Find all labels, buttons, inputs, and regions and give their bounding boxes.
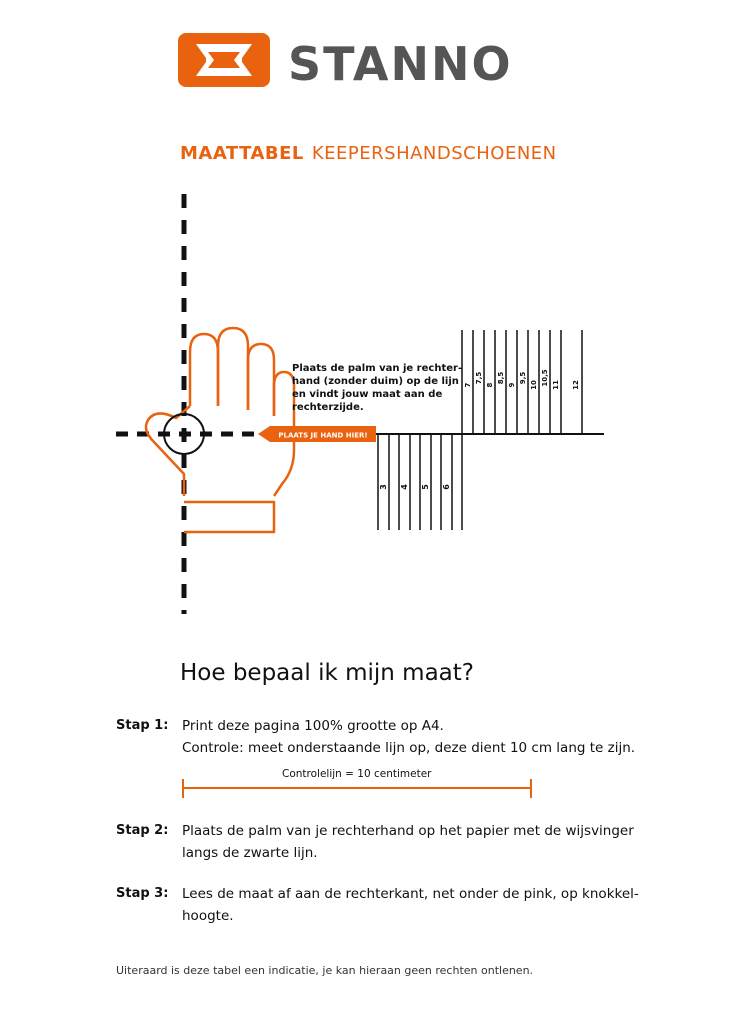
stanno-logo	[176, 30, 566, 92]
size-label-8: 8	[486, 382, 494, 388]
step-3-line-2: hoogte.	[182, 908, 234, 924]
step-1-line-2: Controle: meet onderstaande lijn op, deze dient 10 cm lang te zijn.	[182, 740, 636, 756]
size-label-4: 4	[400, 484, 409, 490]
size-label-7: 7	[464, 382, 472, 388]
size-label-6: 6	[442, 484, 451, 490]
step-2-text	[182, 820, 682, 864]
size-label-9: 9	[508, 382, 516, 388]
step-1-label: Stap 1:	[116, 718, 169, 733]
size-label-10-5: 10,5	[541, 369, 549, 387]
control-line	[182, 778, 534, 800]
size-label-12: 12	[572, 380, 580, 390]
step-2-line-1: Plaats de palm van je rechterhand op het papier met de wijsvinger	[182, 823, 634, 839]
disclaimer: Uiteraard is deze tabel een indicatie, je kan hieraan geen rechten ontlenen.	[116, 964, 534, 977]
stanno-wordmark: STANNO	[288, 37, 513, 91]
step-1-line-1: Print deze pagina 100% grootte op A4.	[182, 718, 444, 734]
size-label-10: 10	[530, 380, 538, 390]
section-heading: Hoe bepaal ik mijn maat?	[180, 660, 474, 686]
page-title	[180, 143, 557, 164]
step-1-text	[182, 715, 682, 759]
size-label-7-5: 7,5	[475, 371, 483, 385]
size-label-8-5: 8,5	[497, 371, 505, 385]
step-2-line-2: langs de zwarte lijn.	[182, 845, 318, 861]
step-3-text	[182, 883, 682, 927]
size-label-11: 11	[552, 380, 560, 390]
lower-size-ticks	[378, 434, 462, 530]
control-line-label: Controlelijn = 10 centimeter	[282, 768, 432, 780]
step-3-line-1: Lees de maat af aan de rechterkant, net onder de pink, op knokkel-	[182, 886, 639, 902]
size-label-5: 5	[421, 484, 430, 490]
stanno-logo-mark	[178, 33, 270, 87]
diagram-instruction: Plaats de palm van je rechter- hand (zonder duim) op de lijn en vindt jouw maat aan de rechterzijde.	[292, 363, 463, 413]
size-label-9-5: 9,5	[519, 371, 527, 385]
size-label-3: 3	[379, 484, 388, 490]
step-3-label: Stap 3:	[116, 886, 169, 901]
title-bold: MAATTABEL	[180, 143, 304, 164]
arrow-label: PLAATS JE HAND HIER!	[278, 431, 368, 440]
step-2-label: Stap 2:	[116, 823, 169, 838]
size-diagram	[0, 180, 733, 620]
title-light: KEEPERSHANDSCHOENEN	[311, 143, 557, 164]
hand-here-arrow	[258, 426, 376, 442]
